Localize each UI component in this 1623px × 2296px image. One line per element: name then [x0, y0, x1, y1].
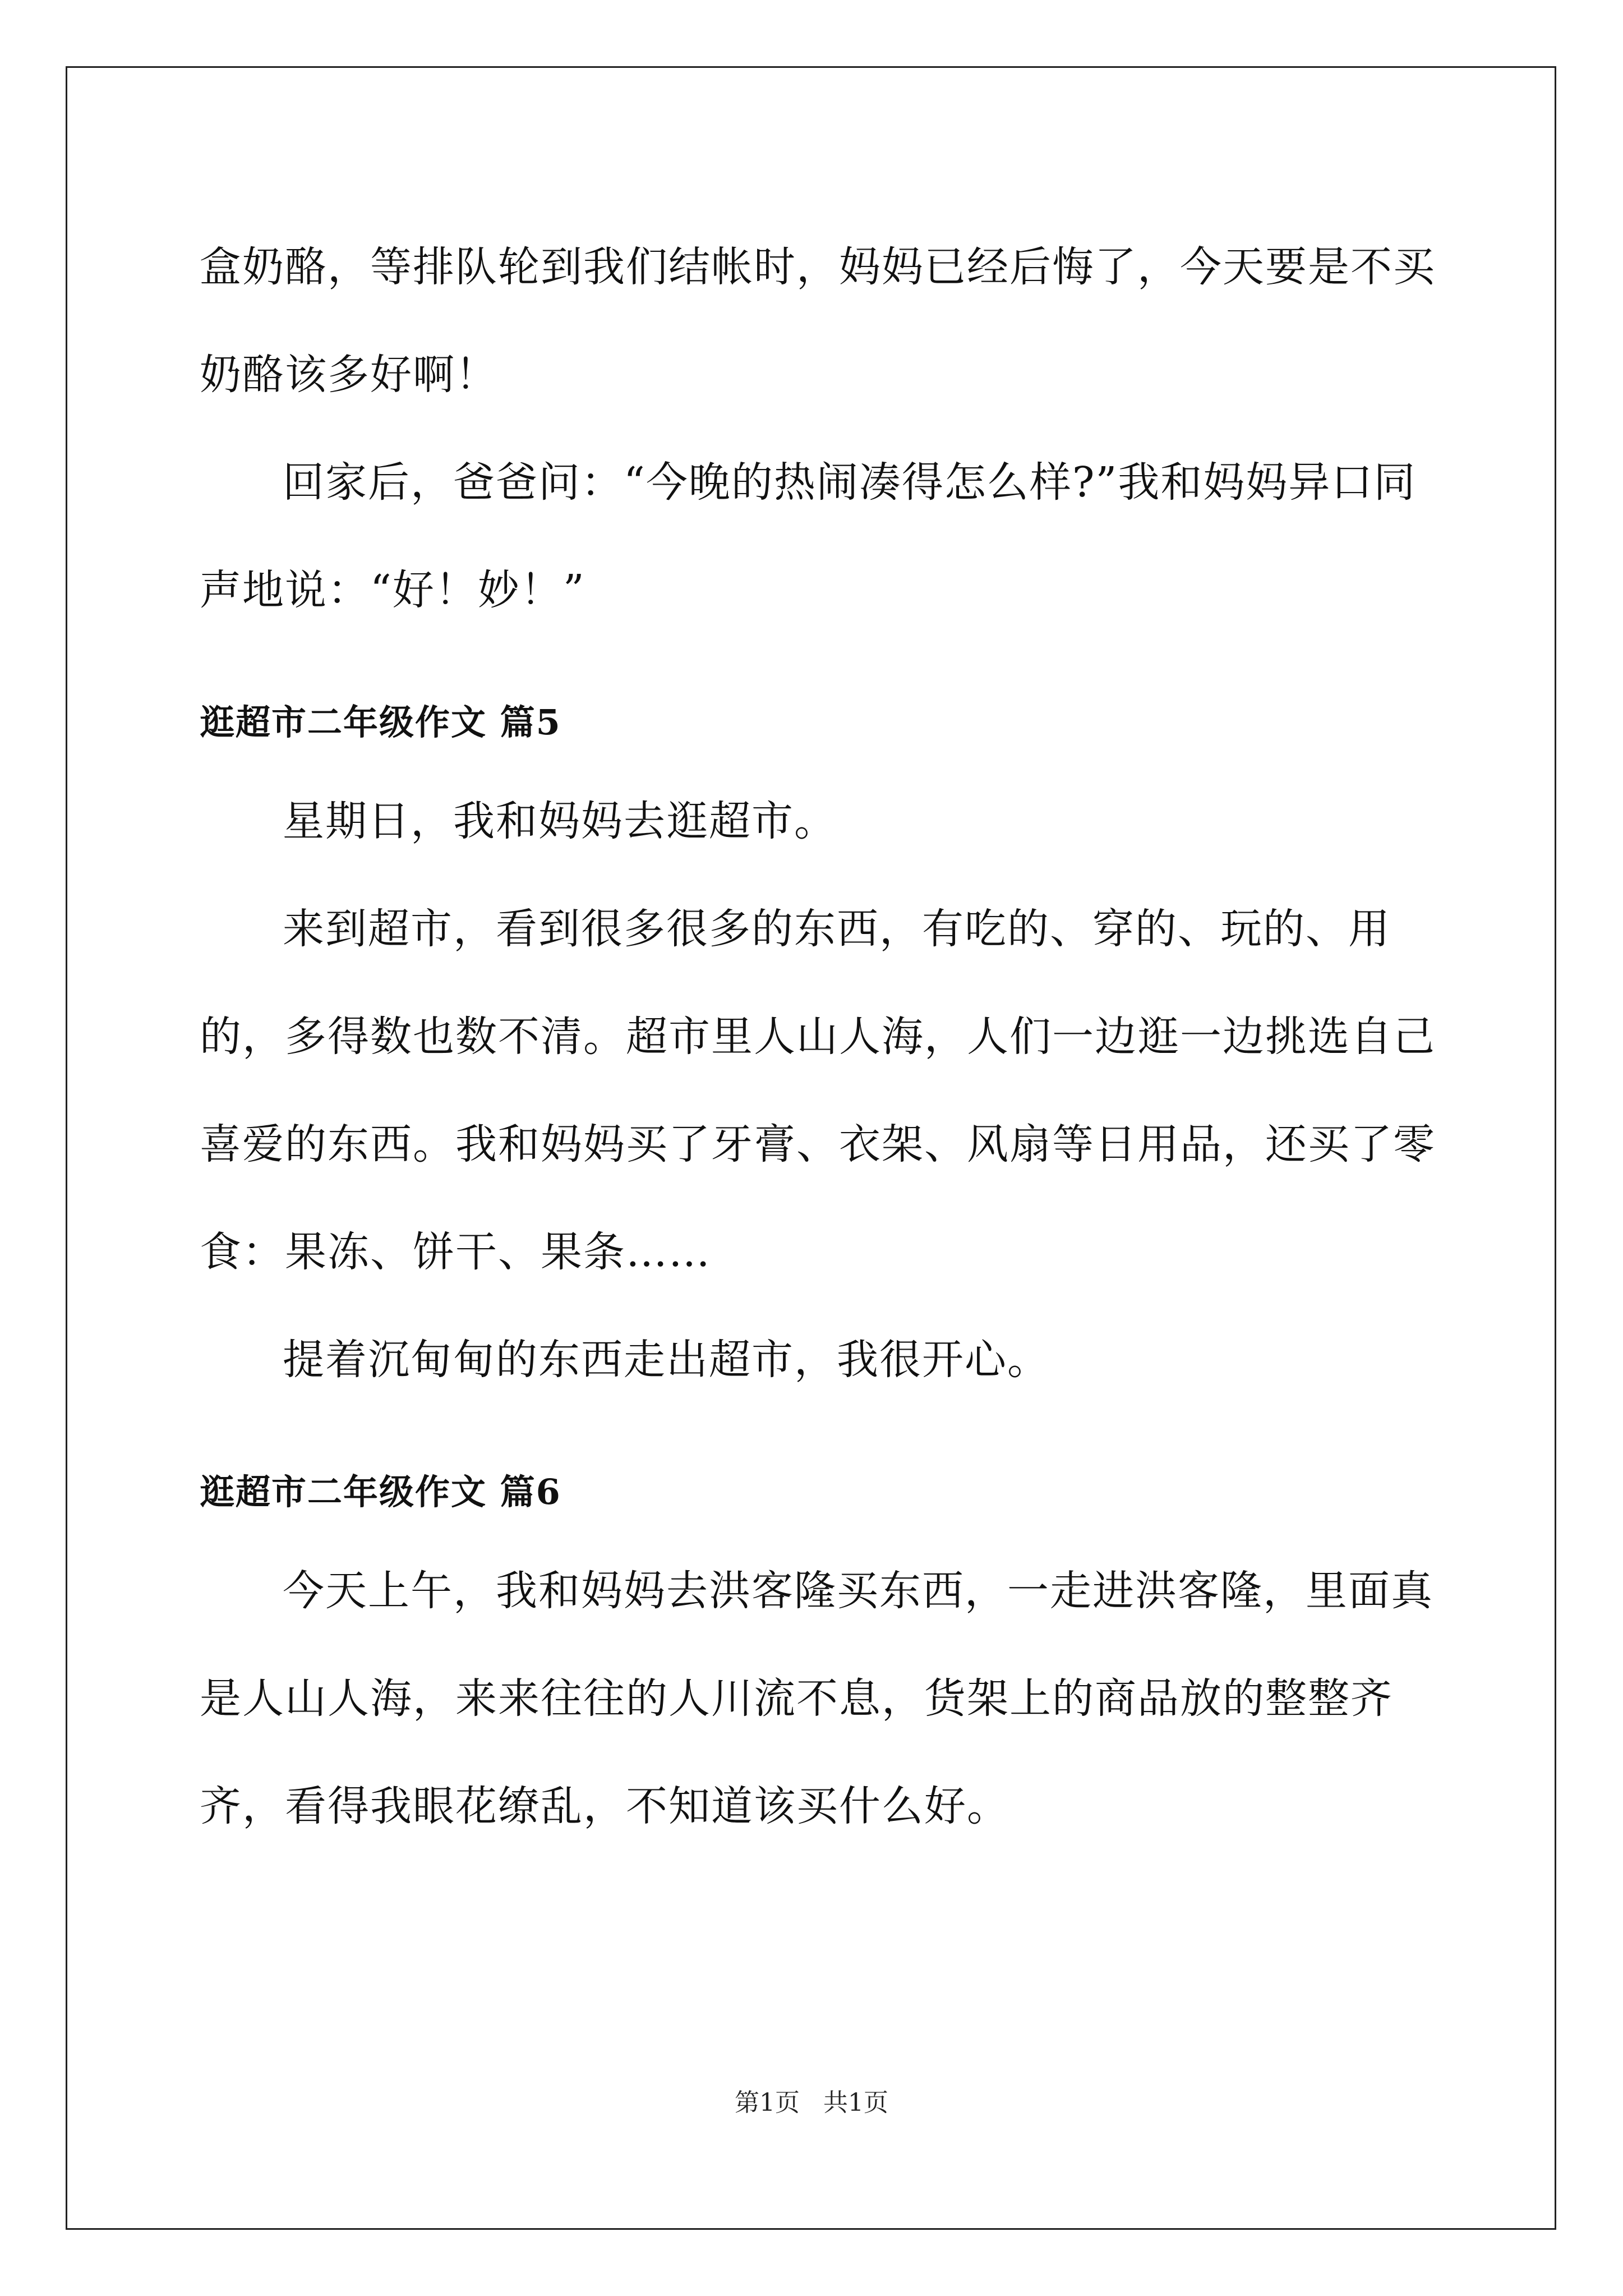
section-heading-6: 逛超市二年级作文 篇6: [200, 1471, 561, 1512]
section-heading-5: 逛超市二年级作文 篇5: [200, 702, 561, 743]
page-number: 第1页: [735, 2088, 800, 2117]
paragraph-sunday: 星期日，我和妈妈去逛超市。: [283, 797, 837, 845]
paragraph-happy: 提着沉甸甸的东西走出超市，我很开心。: [283, 1336, 1050, 1384]
paragraph-morning: 今天上午，我和妈妈去洪客隆买东西，一走进洪客隆，里面真是人山人海，来来往往的人川流不息，货架上的商品放的整整齐齐，看得我眼花缭乱，不知道该买什么好。: [200, 1567, 1433, 1830]
paragraph-continued: 盒奶酪，等排队轮到我们结帐时，妈妈已经后悔了，今天要是不买奶酪该多好啊！: [200, 243, 1436, 399]
paragraph-supermarket: 来到超市，看到很多很多的东西，有吃的、穿的、玩的、用的，多得数也数不清。超市里人山人海，人们一边逛一边挑选自己喜爱的东西。我和妈妈买了牙膏、衣架、风扇等日用品，还买了零食：果冻、饼干、果条……: [200, 905, 1436, 1276]
page-footer: [0, 2082, 1623, 2118]
paragraph-return-home: 回家后，爸爸问：“今晚的热闹凑得怎么样?”我和妈妈异口同声地说：“好！妙！”: [200, 458, 1417, 614]
page-total: 共1页: [823, 2088, 888, 2117]
document-body: [200, 213, 1442, 1860]
